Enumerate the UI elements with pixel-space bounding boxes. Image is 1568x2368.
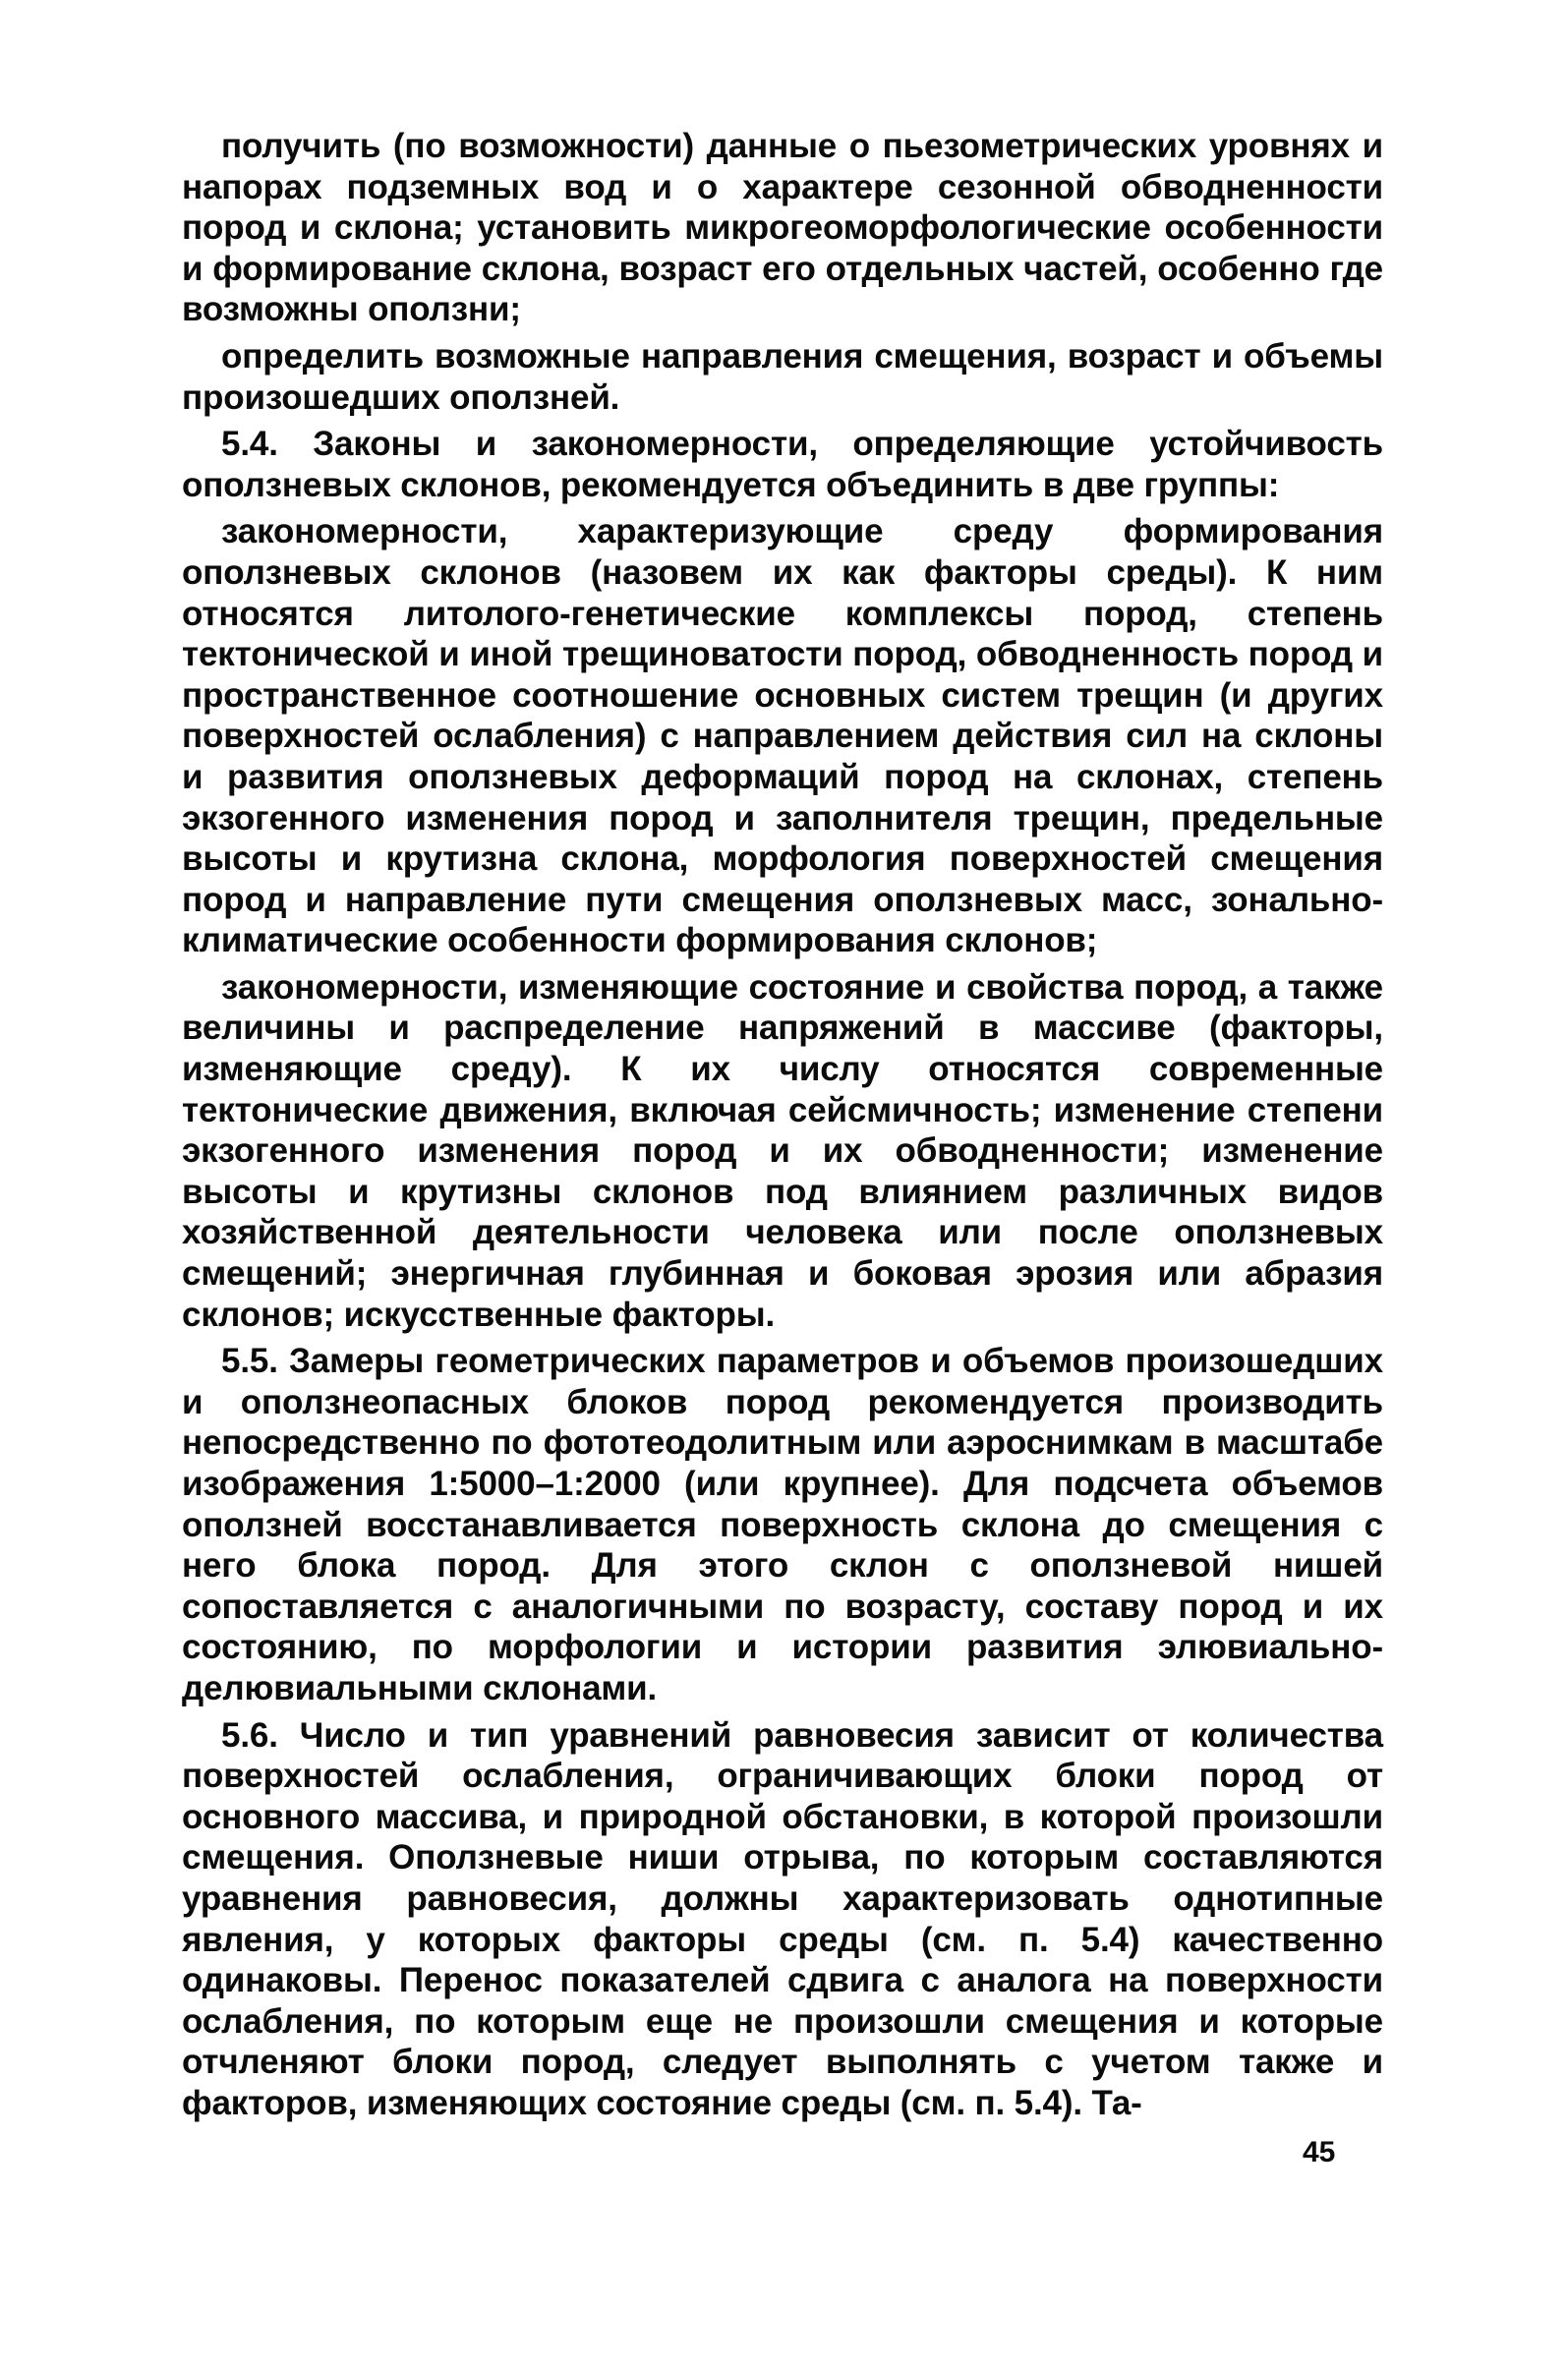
paragraph-1: получить (по возможности) данные о пьезометрических уровнях и напорах подземных вод и о характере сезонной обводненности пород и склона; установить микрогеоморфологические особенности и формирование склона, возраст его отдельных частей, особенно где возможны оползни; [182, 127, 1383, 329]
paragraph-6-section-5-5: 5.5. Замеры геометрических параметров и объемов произошедших и оползнеопасных блоков пород рекомендуется производить непосредственно по фототеодолитным или аэроснимкам в масштабе изображения 1:5000–1:2000 (или крупнее). Для подсчета объемов оползней восстанавливается поверхность склона до смещения с него блока пород. Для этого склон с оползневой нишей сопоставляется с аналогичными по возрасту, составу пород и их состоянию, по морфологии и истории развития элювиально-делювиальными склонами. [182, 1342, 1383, 1707]
paragraph-5: закономерности, изменяющие состояние и свойства пород, а также величины и распределение напряжений в массиве (факторы, изменяющие среду). К их числу относятся современные тектонические движения, включая сейсмичность; изменение степени экзогенного изменения пород и их обводненности; изменение высоты и крутизны склонов под влиянием различных видов хозяйственной деятельности человека или после оползневых смещений; энергичная глубинная и боковая эрозия или абразия склонов; искусственные факторы. [182, 967, 1383, 1334]
paragraph-2: определить возможные направления смещения, возраст и объемы произошедших оползней. [182, 336, 1383, 417]
paragraph-7-section-5-6: 5.6. Число и тип уравнений равновесия зависит от количества поверхностей ослабления, ограничивающих блоки пород от основного массива, и природной обстановки, в которой произошли смещения. Оползневые ниши отрыва, по которым составляются уравнения равновесия, должны характеризовать однотипные явления, у которых факторы среды (см. п. 5.4) качественно одинаковы. Перенос показателей сдвига с аналога на поверхности ослабления, по которым еще не произошли смещения и которые отчленяют блоки пород, следует выполнять с учетом также и факторов, изменяющих состояние среды (см. п. 5.4). Та- [182, 1715, 1383, 2122]
page-body [182, 126, 1383, 2124]
paragraph-4: закономерности, характеризующие среду формирования оползневых склонов (назовем их как факторы среды). К ним относятся литолого-генетические комплексы пород, степень тектонической и иной трещиноватости пород, обводненность пород и пространственное соотношение основных систем трещин (и других поверхностей ослабления) с направлением действия сил на склоны и развития оползневых деформаций пород на склонах, степень экзогенного изменения пород и заполнителя трещин, предельные высоты и крутизна склона, морфология поверхностей смещения пород и направление пути смещения оползневых масс, зонально-климатические особенности формирования склонов; [182, 512, 1383, 960]
paragraph-3-section-5-4: 5.4. Законы и закономерности, определяющие устойчивость оползневых склонов, рекомендуется объединить в две группы: [182, 425, 1383, 504]
page-number: 45 [1303, 2136, 1336, 2168]
